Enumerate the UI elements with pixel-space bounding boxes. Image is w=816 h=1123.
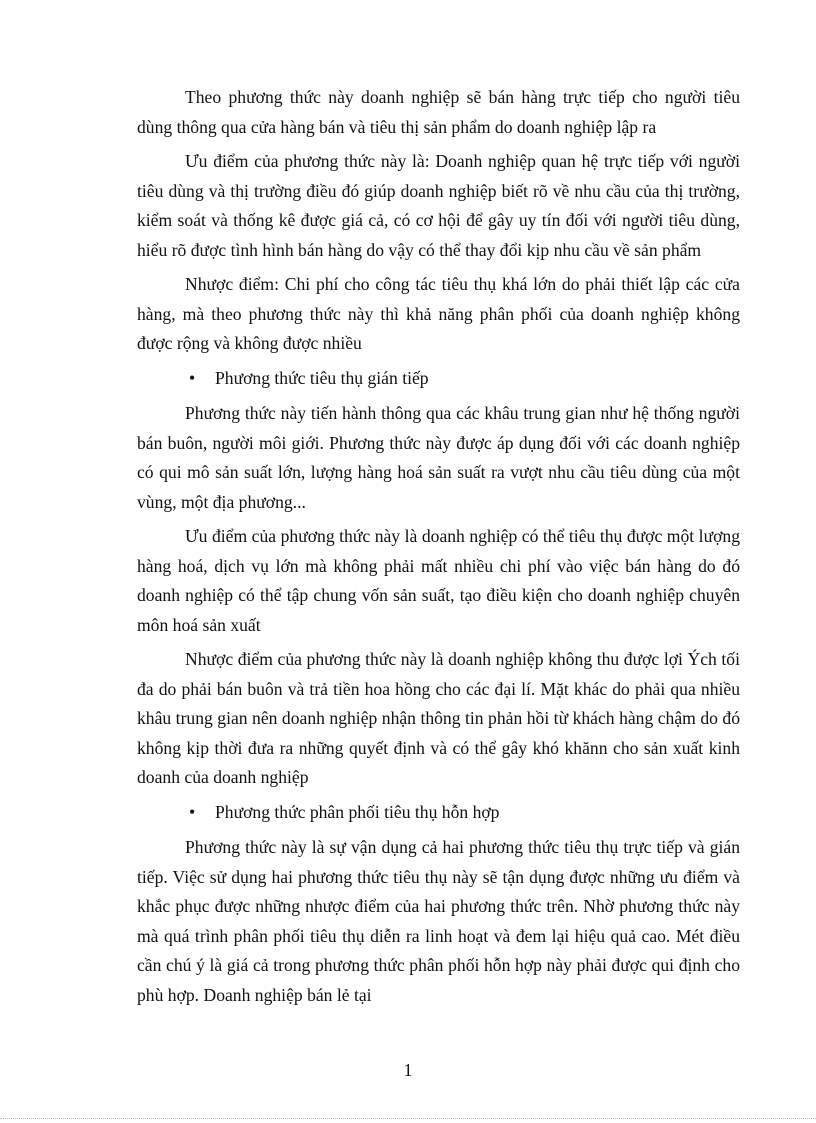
bullet-mixed-sales-label: Phương thức phân phối tiêu thụ hỗn hợp [215, 801, 500, 822]
footer-divider [0, 1118, 816, 1119]
bullet-icon: • [189, 801, 196, 822]
page-number: 1 [403, 1060, 413, 1080]
paragraph-indirect-sales-advantages: Ưu điểm của phương thức này là doanh nghiệp có thể tiêu thụ được một lượng hàng hoá, dịch vụ lớn mà không phải mất nhiều chi phí vào việc bán hàng do đó doanh nghiệp có thể tập chung vốn sản suất, tạo điều kiện cho doanh nghiệp chuyên môn hoá sản xuất [137, 526, 740, 635]
paragraph-mixed-sales-intro: Phương thức này là sự vận dụng cả hai phương thức tiêu thụ trực tiếp và gián tiếp. Việc sử dụng hai phương thức tiêu thụ này sẽ tận dụng được những ưu điểm và khắc phục được những nhược điểm của hai phương thức trên. Nhờ phương thức này mà quá trình phân phối tiêu thụ diễn ra linh hoạt và đem lại hiệu quả cao. Mét điều cần chú ý là giá cả trong phương thức phân phối hỗn hợp này phải được qui định cho phù hợp. Doanh nghiệp bán lẻ tại [137, 837, 740, 1005]
bullet-icon: • [189, 367, 196, 388]
paragraph-direct-sales-advantages: Ưu điểm của phương thức này là: Doanh nghiệp quan hệ trực tiếp với người tiêu dùng và thị trường điều đó giúp doanh nghiệp biết rõ về nhu cầu của thị trường, kiểm soát và thống kê được giá cả, có cơ hội để gây uy tín đối với người tiêu dùng, hiểu rõ được tình hình bán hàng do vậy có thể thay đổi kịp nhu cầu về sản phẩm [137, 151, 740, 260]
paragraph-indirect-sales-intro: Phương thức này tiến hành thông qua các khâu trung gian như hệ thống người bán buôn, người môi giới. Phương thức này được áp dụng đối với các doanh nghiệp có qui mô sản suất lớn, lượng hàng hoá sản suất ra vượt nhu cầu tiêu dùng của một vùng, một địa phương... [137, 403, 740, 512]
paragraph-direct-sales-intro: Theo phương thức này doanh nghiệp sẽ bán hàng trực tiếp cho người tiêu dùng thông qua cửa hàng bán và tiêu thị sản phẩm do doanh nghiệp lập ra [137, 87, 740, 137]
bullet-mixed-sales [137, 798, 740, 828]
bullet-indirect-sales-label: Phương thức tiêu thụ gián tiếp [215, 367, 429, 388]
bullet-indirect-sales [137, 364, 740, 394]
paragraph-indirect-sales-disadvantages: Nhược điểm của phương thức này là doanh nghiệp không thu được lợi Ých tối đa do phải bán buôn và trả tiền hoa hồng cho các đại lí. Mặt khác do phải qua nhiều khâu trung gian nên doanh nghiệp nhận thông tin phản hồi từ khách hàng chậm do đó không kịp thời đưa ra những quyết định và có thể gây khó khănn cho sản xuất kinh doanh của doanh nghiệp [137, 649, 740, 787]
document-body [137, 83, 740, 1015]
paragraph-direct-sales-disadvantages: Nhược điểm: Chi phí cho công tác tiêu thụ khá lớn do phải thiết lập các cửa hàng, mà theo phương thức này thì khả năng phân phối của doanh nghiệp không được rộng và không được nhiều [137, 274, 740, 353]
